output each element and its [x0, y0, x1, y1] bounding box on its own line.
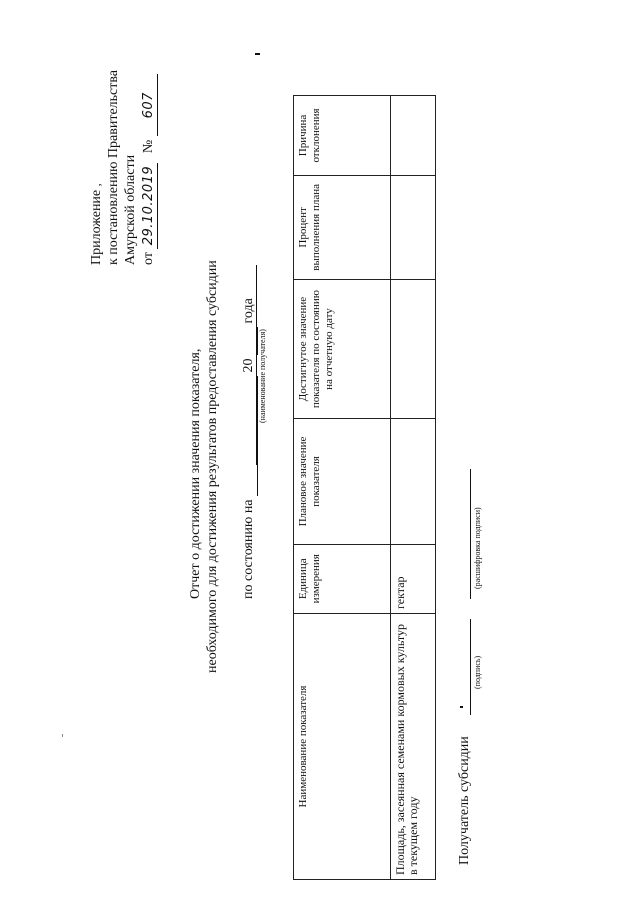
row-percent	[391, 175, 436, 279]
table-header-row	[294, 96, 391, 880]
header-reason: Причина отклонения	[294, 96, 391, 176]
appendix-line2: Амурской области	[123, 154, 138, 265]
recipient-caption: (наименование получателя)	[258, 329, 267, 423]
decoding-line	[470, 469, 471, 599]
recipient-name-line	[256, 265, 257, 465]
scan-speck	[460, 706, 463, 708]
scan-speck	[62, 734, 63, 737]
header-plan-value: Плановое значение показателя	[294, 419, 391, 544]
header-percent: Процент выполнения плана	[294, 175, 391, 279]
row-plan-value	[391, 419, 436, 544]
row-reason	[391, 96, 436, 176]
as-of-line: по состоянию на 20 года	[241, 298, 256, 599]
appendix-date: 29.10.2019	[140, 163, 158, 249]
table-row	[391, 96, 436, 880]
scan-speck	[255, 53, 260, 55]
appendix-number: 607	[140, 74, 158, 136]
row-indicator-name: Площадь, засеянная семенами кормовых культур в текущем году	[391, 613, 436, 879]
report-title-line1: Отчет о достижении значения показателя,	[188, 348, 203, 599]
appendix-date-number: от 29.10.2019 № 607	[140, 74, 158, 265]
appendix-title: Приложение ,	[89, 183, 104, 265]
decoding-caption: (расшифровка подписи)	[473, 507, 482, 589]
header-unit: Единица измерения	[294, 544, 391, 613]
indicator-table	[293, 95, 436, 880]
appendix-line1: к постановлению Правительства	[106, 69, 121, 265]
signature-caption: (подпись)	[473, 655, 482, 689]
signature-line	[470, 619, 471, 715]
report-title-line2: необходимого для достижения результатов предоставления субсидии	[205, 260, 220, 673]
header-actual-value: Достигнутое значение показателя по состоянию на отчетную дату	[294, 279, 391, 419]
row-actual-value	[391, 279, 436, 419]
header-indicator-name: Наименование показателя	[294, 613, 391, 879]
row-unit: гектар	[391, 544, 436, 613]
recipient-label: Получатель субсидии	[457, 736, 472, 865]
